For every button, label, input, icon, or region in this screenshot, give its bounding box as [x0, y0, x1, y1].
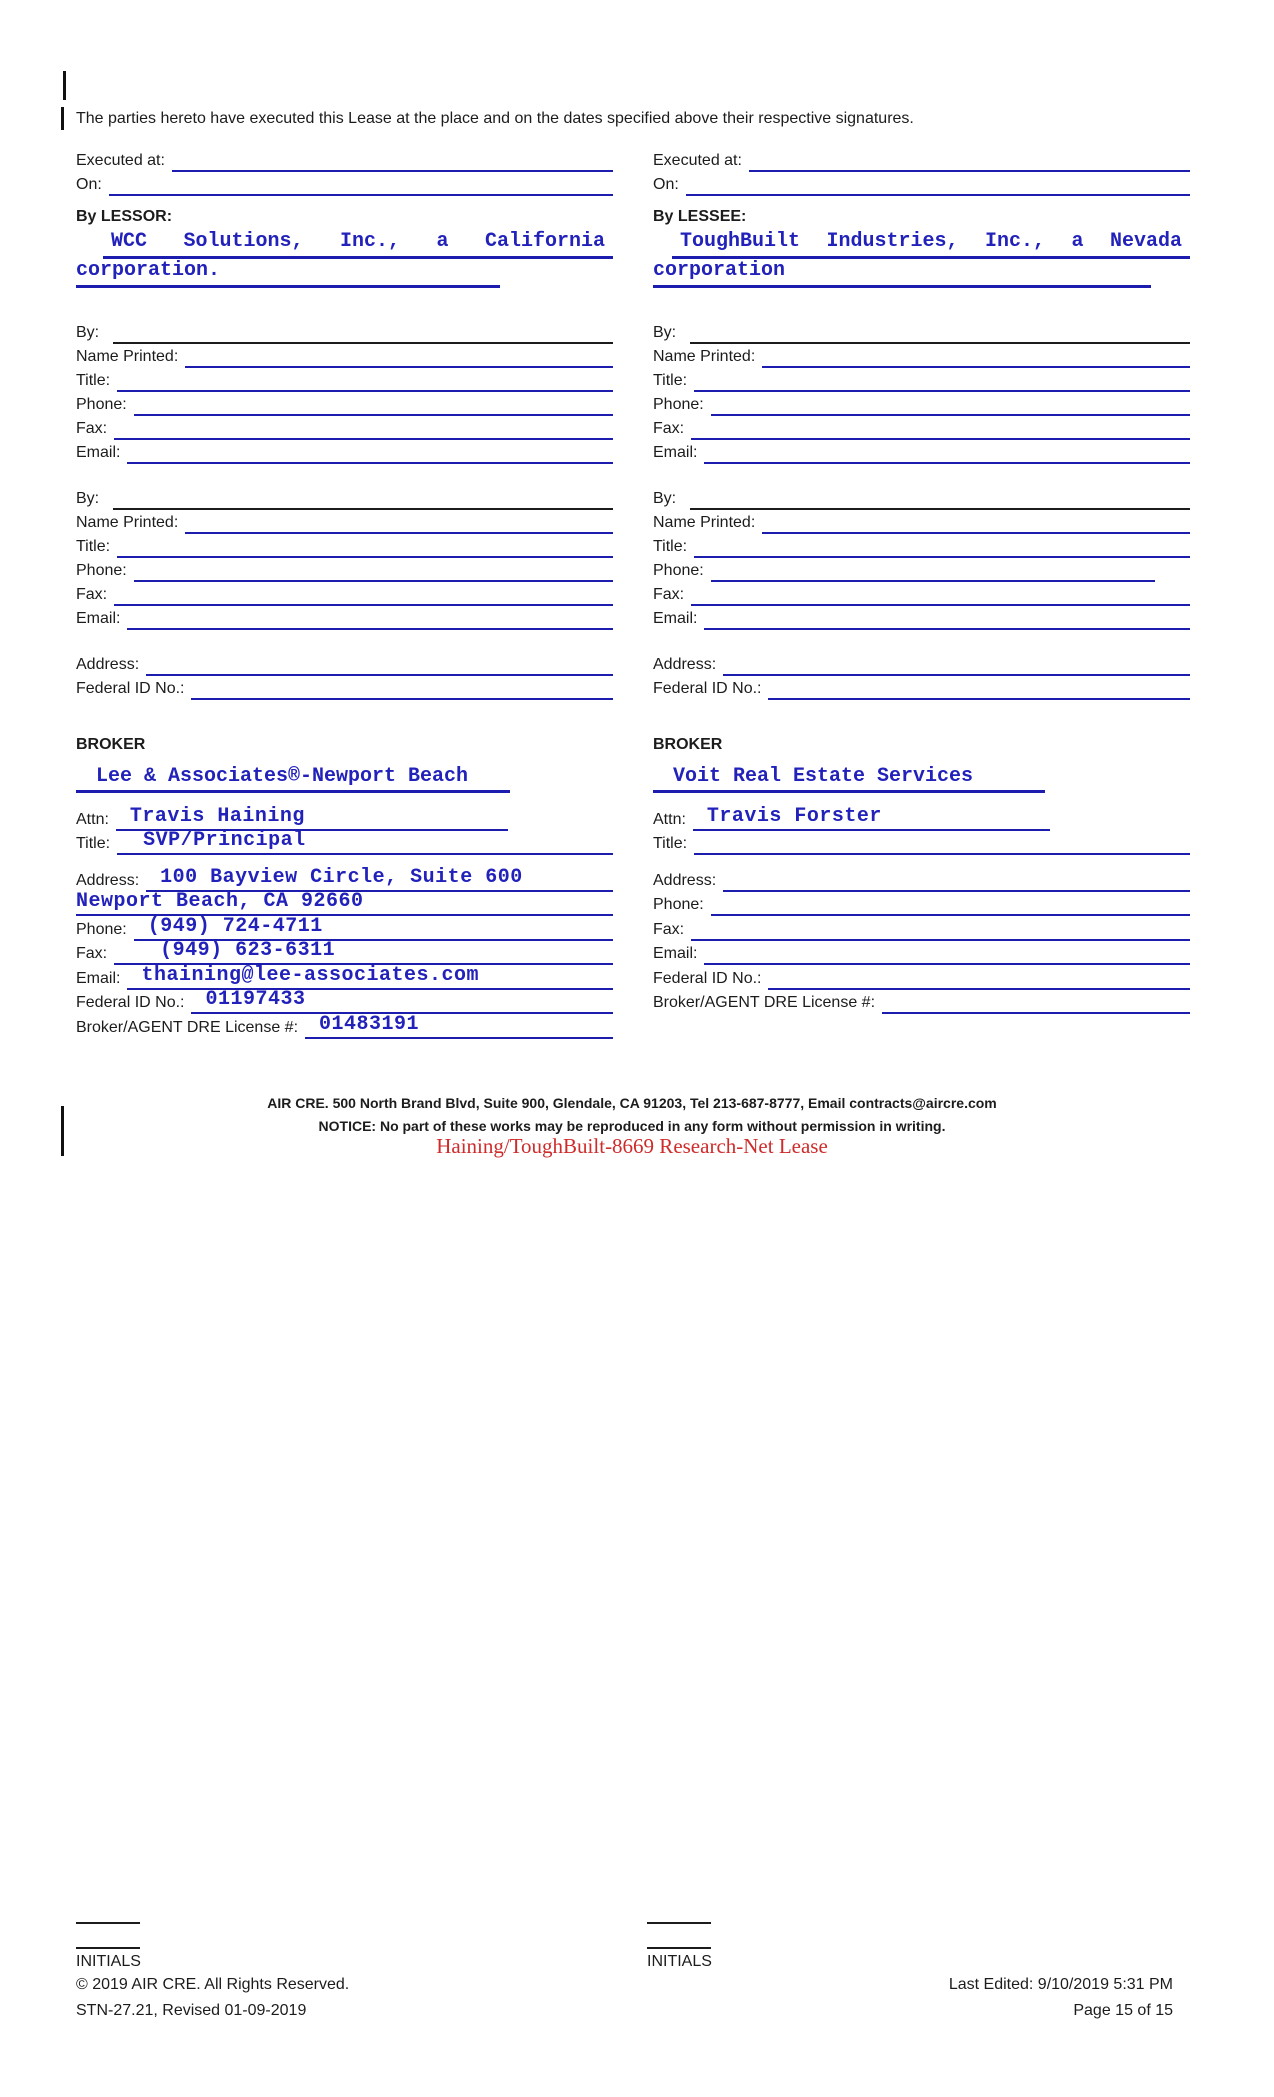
federal-id-label: Federal ID No.:: [653, 969, 762, 987]
title-blank-line: [694, 829, 1190, 855]
email-label: Email:: [653, 945, 698, 962]
by-label: By:: [653, 324, 677, 341]
name-printed-blank-line: [762, 342, 1190, 368]
phone-label: Phone:: [653, 562, 704, 579]
email-blank-line: [704, 604, 1190, 630]
email-row: [76, 440, 613, 464]
fax-blank-line: [691, 914, 1190, 941]
form-version-text: STN-27.21, Revised 01-09-2019: [76, 2002, 307, 2019]
by-row: [76, 486, 613, 510]
on-blank-line: [686, 170, 1190, 196]
attn-line: [116, 805, 508, 831]
title-blank-line: [694, 532, 1190, 558]
title-row: [76, 534, 613, 558]
fax-blank-line: [114, 580, 613, 606]
name-printed-blank-line: [185, 342, 613, 368]
fax-row: [653, 416, 1190, 440]
federal-id-label: Federal ID No.:: [653, 680, 762, 697]
address-row: [76, 652, 613, 676]
attn-line: [693, 805, 1050, 831]
federal-id-row: [76, 676, 613, 700]
name-printed-blank-line: [762, 508, 1190, 534]
phone-row: [653, 392, 1190, 416]
title-row: [653, 831, 1190, 855]
name-printed-label: Name Printed:: [653, 348, 756, 365]
address-blank-line: [723, 865, 1190, 892]
dre-label: Broker/AGENT DRE License #:: [76, 1018, 299, 1036]
title-label: Title:: [76, 372, 111, 389]
federal-id-line: [191, 988, 613, 1015]
by-signature-line: [113, 318, 613, 344]
initials-block-lessee: [647, 1922, 717, 1971]
phone-label: Phone:: [653, 896, 704, 913]
broker-company-name: Lee & Associates®-Newport Beach: [76, 764, 510, 793]
attn-value: Travis Haining: [129, 805, 305, 828]
by-row: [653, 320, 1190, 344]
email-label: Email:: [653, 444, 698, 461]
by-lessor-heading: By LESSOR:: [76, 208, 173, 225]
address-label: Address:: [653, 656, 717, 673]
name-printed-row: [653, 344, 1190, 368]
phone-blank-line: [711, 556, 1155, 582]
name-printed-blank-line: [185, 508, 613, 534]
fax-label: Fax:: [653, 920, 685, 938]
initials-label: INITIALS: [76, 1953, 141, 1970]
dre-line: [305, 1012, 613, 1039]
fax-label: Fax:: [76, 945, 108, 962]
by-label: By:: [76, 324, 100, 341]
phone-label: Phone:: [653, 396, 704, 413]
on-row: [653, 172, 1190, 196]
on-label: On:: [653, 176, 679, 193]
revision-bar-top: [63, 71, 66, 100]
initials-line: [647, 1947, 711, 1949]
address-blank-line: [723, 650, 1190, 676]
name-printed-row: [76, 510, 613, 534]
revision-bar-intro: [61, 107, 64, 130]
copyright-text: © 2019 AIR CRE. All Rights Reserved.: [76, 1976, 350, 1993]
address-line: [146, 865, 613, 892]
federal-id-label: Federal ID No.:: [76, 994, 185, 1011]
federal-id-row: [653, 965, 1190, 990]
phone-label: Phone:: [76, 396, 127, 413]
executed-at-label: Executed at:: [76, 152, 165, 169]
initials-line: [76, 1922, 140, 1924]
revision-bar-footer: [61, 1106, 64, 1156]
phone-row: [76, 558, 613, 582]
lessee-column: [653, 148, 1190, 1014]
executed-at-row: [76, 148, 613, 172]
fax-blank-line: [691, 414, 1190, 440]
attn-row: [653, 807, 1190, 831]
title-row: [653, 368, 1190, 392]
initials-line: [647, 1922, 711, 1924]
dre-blank-line: [882, 988, 1190, 1015]
address-label: Address:: [76, 656, 140, 673]
lessor-column: [76, 148, 613, 1039]
email-blank-line: [704, 939, 1190, 966]
federal-id-blank-line: [768, 674, 1190, 700]
email-row: [653, 606, 1190, 630]
name-printed-label: Name Printed:: [76, 514, 179, 531]
broker-heading: BROKER: [76, 736, 146, 753]
title-blank-line: [694, 366, 1190, 392]
address-label: Address:: [76, 871, 140, 889]
address-row: [653, 867, 1190, 892]
phone-label: Phone:: [76, 562, 127, 579]
by-signature-line: [690, 484, 1190, 510]
lessor-company-name-line1: WCC Solutions, Inc., a California: [103, 230, 613, 259]
dre-value: 01483191: [319, 1012, 420, 1036]
name-printed-label: Name Printed:: [76, 348, 179, 365]
attn-row: [76, 807, 613, 831]
name-printed-row: [653, 510, 1190, 534]
email-blank-line: [127, 604, 613, 630]
phone-blank-line: [134, 556, 613, 582]
title-value: SVP/Principal: [143, 829, 306, 852]
phone-row: [653, 892, 1190, 917]
title-label: Title:: [76, 835, 111, 852]
address-line2: [76, 890, 613, 917]
fax-row: [76, 416, 613, 440]
email-label: Email:: [76, 969, 121, 987]
phone-label: Phone:: [76, 920, 127, 938]
fax-blank-line: [114, 414, 613, 440]
by-label: By:: [653, 490, 677, 507]
name-printed-row: [76, 344, 613, 368]
initials-line: [76, 1947, 140, 1949]
executed-at-blank-line: [172, 146, 613, 172]
email-row: [76, 606, 613, 630]
email-value: thaining@lee-associates.com: [141, 963, 480, 987]
phone-row: [76, 916, 613, 941]
address-continuation-row: [76, 892, 613, 917]
phone-blank-line: [711, 390, 1190, 416]
attn-value: Travis Forster: [706, 805, 882, 828]
email-blank-line: [704, 438, 1190, 464]
page-number-text: Page 15 of 15: [1073, 2002, 1173, 2019]
on-row: [76, 172, 613, 196]
title-row: [76, 368, 613, 392]
fax-label: Fax:: [76, 420, 108, 437]
by-label: By:: [76, 490, 100, 507]
fax-label: Fax:: [653, 586, 685, 603]
initials-label: INITIALS: [647, 1953, 712, 1970]
initials-block-lessor: [76, 1922, 146, 1971]
title-blank-line: [117, 366, 613, 392]
broker-company-name: Voit Real Estate Services: [653, 764, 1045, 793]
attn-label: Attn:: [76, 811, 109, 828]
fax-row: [76, 582, 613, 606]
federal-id-value: 01197433: [205, 988, 306, 1011]
title-label: Title:: [653, 372, 688, 389]
executed-at-row: [653, 148, 1190, 172]
intro-paragraph: The parties hereto have executed this Lease at the place and on the dates specified above their respective signatures.: [76, 110, 914, 127]
by-lessee-heading: By LESSEE:: [653, 208, 747, 225]
email-row: [653, 941, 1190, 966]
phone-value: (949) 724-4711: [147, 914, 323, 938]
on-blank-line: [109, 170, 613, 196]
attn-label: Attn:: [653, 811, 686, 828]
fax-row: [653, 582, 1190, 606]
on-label: On:: [76, 176, 102, 193]
email-label: Email:: [653, 610, 698, 627]
by-signature-line: [113, 484, 613, 510]
title-row: [653, 534, 1190, 558]
lessor-company-name-line2: corporation.: [76, 259, 500, 288]
dre-label: Broker/AGENT DRE License #:: [653, 994, 876, 1011]
email-row: [76, 965, 613, 990]
notice-line: NOTICE: No part of these works may be reproduced in any form without permission in writing.: [318, 1118, 946, 1134]
address-label: Address:: [653, 871, 717, 889]
fax-blank-line: [691, 580, 1190, 606]
fax-label: Fax:: [653, 420, 685, 437]
by-signature-line: [690, 318, 1190, 344]
address-value: 100 Bayview Circle, Suite 600: [160, 865, 523, 889]
dre-row: [76, 1014, 613, 1039]
title-label: Title:: [76, 538, 111, 555]
by-row: [653, 486, 1190, 510]
phone-blank-line: [711, 890, 1190, 917]
federal-id-label: Federal ID No.:: [76, 680, 185, 697]
federal-id-blank-line: [191, 674, 613, 700]
federal-id-blank-line: [768, 963, 1190, 990]
email-blank-line: [127, 438, 613, 464]
broker-heading: BROKER: [653, 736, 723, 753]
title-row: [76, 831, 613, 855]
title-blank-line: [117, 532, 613, 558]
lessee-company-name-line1: ToughBuilt Industries, Inc., a Nevada: [672, 230, 1190, 259]
address-value-line2: Newport Beach, CA 92660: [76, 890, 364, 913]
fax-row: [653, 916, 1190, 941]
fax-label: Fax:: [76, 586, 108, 603]
fax-line: [114, 939, 613, 966]
title-label: Title:: [653, 538, 688, 555]
email-label: Email:: [76, 444, 121, 461]
title-line: [117, 829, 613, 855]
address-blank-line: [146, 650, 613, 676]
executed-at-label: Executed at:: [653, 152, 742, 169]
email-line: [127, 963, 613, 990]
by-row: [76, 320, 613, 344]
lessee-company-name-line2: corporation: [653, 259, 1151, 288]
fax-value: (949) 623-6311: [160, 939, 336, 962]
phone-row: [76, 392, 613, 416]
last-edited-text: Last Edited: 9/10/2019 5:31 PM: [948, 1976, 1173, 1993]
dre-row: [653, 990, 1190, 1015]
title-label: Title:: [653, 835, 688, 852]
phone-blank-line: [134, 390, 613, 416]
aircre-contact-line: AIR CRE. 500 North Brand Blvd, Suite 900, Glendale, CA 91203, Tel 213-687-8777, Email contracts@aircre.com: [267, 1095, 997, 1111]
email-label: Email:: [76, 610, 121, 627]
federal-id-row: [76, 990, 613, 1015]
fax-row: [76, 941, 613, 966]
name-printed-label: Name Printed:: [653, 514, 756, 531]
federal-id-row: [653, 676, 1190, 700]
phone-row: [653, 558, 1190, 582]
phone-line: [134, 914, 613, 941]
lease-reference-line: Haining/ToughBuilt-8669 Research-Net Lease: [436, 1134, 828, 1158]
executed-at-blank-line: [749, 146, 1190, 172]
email-row: [653, 440, 1190, 464]
address-row: [76, 867, 613, 892]
address-row: [653, 652, 1190, 676]
